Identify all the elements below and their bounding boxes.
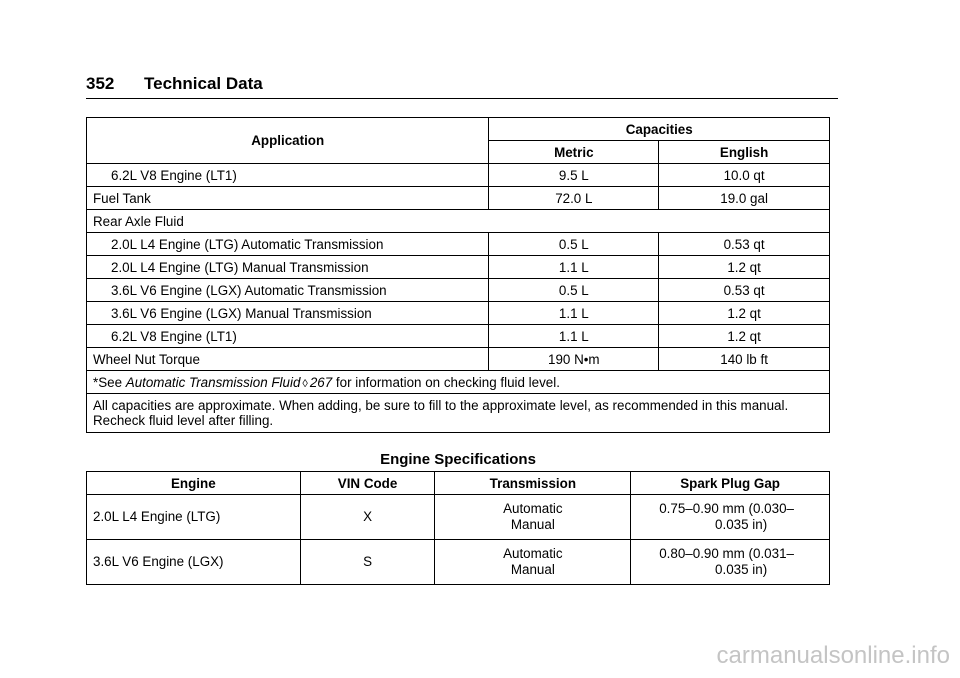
row-application: 3.6L V6 Engine (LGX) Manual Transmission [87,302,489,325]
row-english: 1.2 qt [659,256,830,279]
col-header-spark: Spark Plug Gap [631,472,830,495]
row-metric: 72.0 L [489,187,659,210]
trans-line-1: Automatic [503,501,563,516]
trans-line-2: Manual [510,517,555,532]
gap-line-2: 0.035 in) [715,517,768,532]
col-header-application: Application [87,118,489,164]
table-header-row [87,118,830,141]
note-page-ref[interactable]: 267 [309,374,333,390]
row-transmission [435,495,631,540]
col-header-metric: Metric [489,141,659,164]
page-ref-arrow: ◊ [302,377,308,390]
table-note-row [87,371,830,394]
trans-line-2: Manual [510,562,555,577]
row-application: 2.0L L4 Engine (LTG) Manual Transmission [87,256,489,279]
row-transmission [435,540,631,585]
row-metric: 1.1 L [489,256,659,279]
table-note-row [87,394,830,433]
row-english: 0.53 qt [659,279,830,302]
note-suffix: for information on checking fluid level. [332,374,560,390]
table-row [87,302,830,325]
row-english: 19.0 gal [659,187,830,210]
row-application: 3.6L V6 Engine (LGX) Automatic Transmission [87,279,489,302]
table-row [87,256,830,279]
row-metric: 0.5 L [489,233,659,256]
table-row [87,233,830,256]
row-application: 6.2L V8 Engine (LT1) [87,164,489,187]
row-application: 2.0L L4 Engine (LTG) Automatic Transmission [87,233,489,256]
page-header [86,70,838,99]
row-metric: 190 N•m [489,348,659,371]
row-application: Wheel Nut Torque [87,348,489,371]
col-header-engine: Engine [87,472,301,495]
note-prefix: *See [93,374,126,390]
row-english: 1.2 qt [659,302,830,325]
table-row [87,540,830,585]
row-english: 140 lb ft [659,348,830,371]
trans-line-1: Automatic [503,546,563,561]
table-row [87,164,830,187]
table-row [87,279,830,302]
row-metric: 0.5 L [489,279,659,302]
table-row [87,210,830,233]
row-vin: S [300,540,435,585]
row-vin: X [300,495,435,540]
row-engine: 2.0L L4 Engine (LTG) [87,495,301,540]
row-group-label: Rear Axle Fluid [87,210,830,233]
note-link-fluid[interactable]: Automatic Transmission Fluid [125,374,301,390]
table-row [87,325,830,348]
row-engine: 3.6L V6 Engine (LGX) [87,540,301,585]
fluid-note [87,371,830,394]
engine-specs-title: Engine Specifications [380,451,536,468]
row-spark-gap [631,495,830,540]
capacities-table [86,117,830,433]
row-english: 1.2 qt [659,325,830,348]
section-title: Technical Data [144,74,263,93]
table-row [87,495,830,540]
table-row [87,187,830,210]
col-header-vin: VIN Code [300,472,435,495]
gap-line-1: 0.75–0.90 mm (0.030– [659,501,794,516]
table-header-row [87,472,830,495]
col-header-transmission: Transmission [435,472,631,495]
engine-specs-table [86,471,830,585]
row-metric: 9.5 L [489,164,659,187]
row-application: 6.2L V8 Engine (LT1) [87,325,489,348]
row-metric: 1.1 L [489,325,659,348]
col-header-capacities: Capacities [489,118,830,141]
gap-line-2: 0.035 in) [715,562,768,577]
table-row [87,348,830,371]
page-number: 352 [86,74,115,93]
gap-line-1: 0.80–0.90 mm (0.031– [659,546,794,561]
row-english: 10.0 qt [659,164,830,187]
watermark: carmanualsonline.info [716,642,950,669]
row-application: Fuel Tank [87,187,489,210]
row-metric: 1.1 L [489,302,659,325]
capacity-note: All capacities are approximate. When adding, be sure to fill to the approximate level, as recommended in this manual. Recheck fluid level after filling. [87,394,830,433]
row-english: 0.53 qt [659,233,830,256]
row-spark-gap [631,540,830,585]
col-header-english: English [659,141,830,164]
